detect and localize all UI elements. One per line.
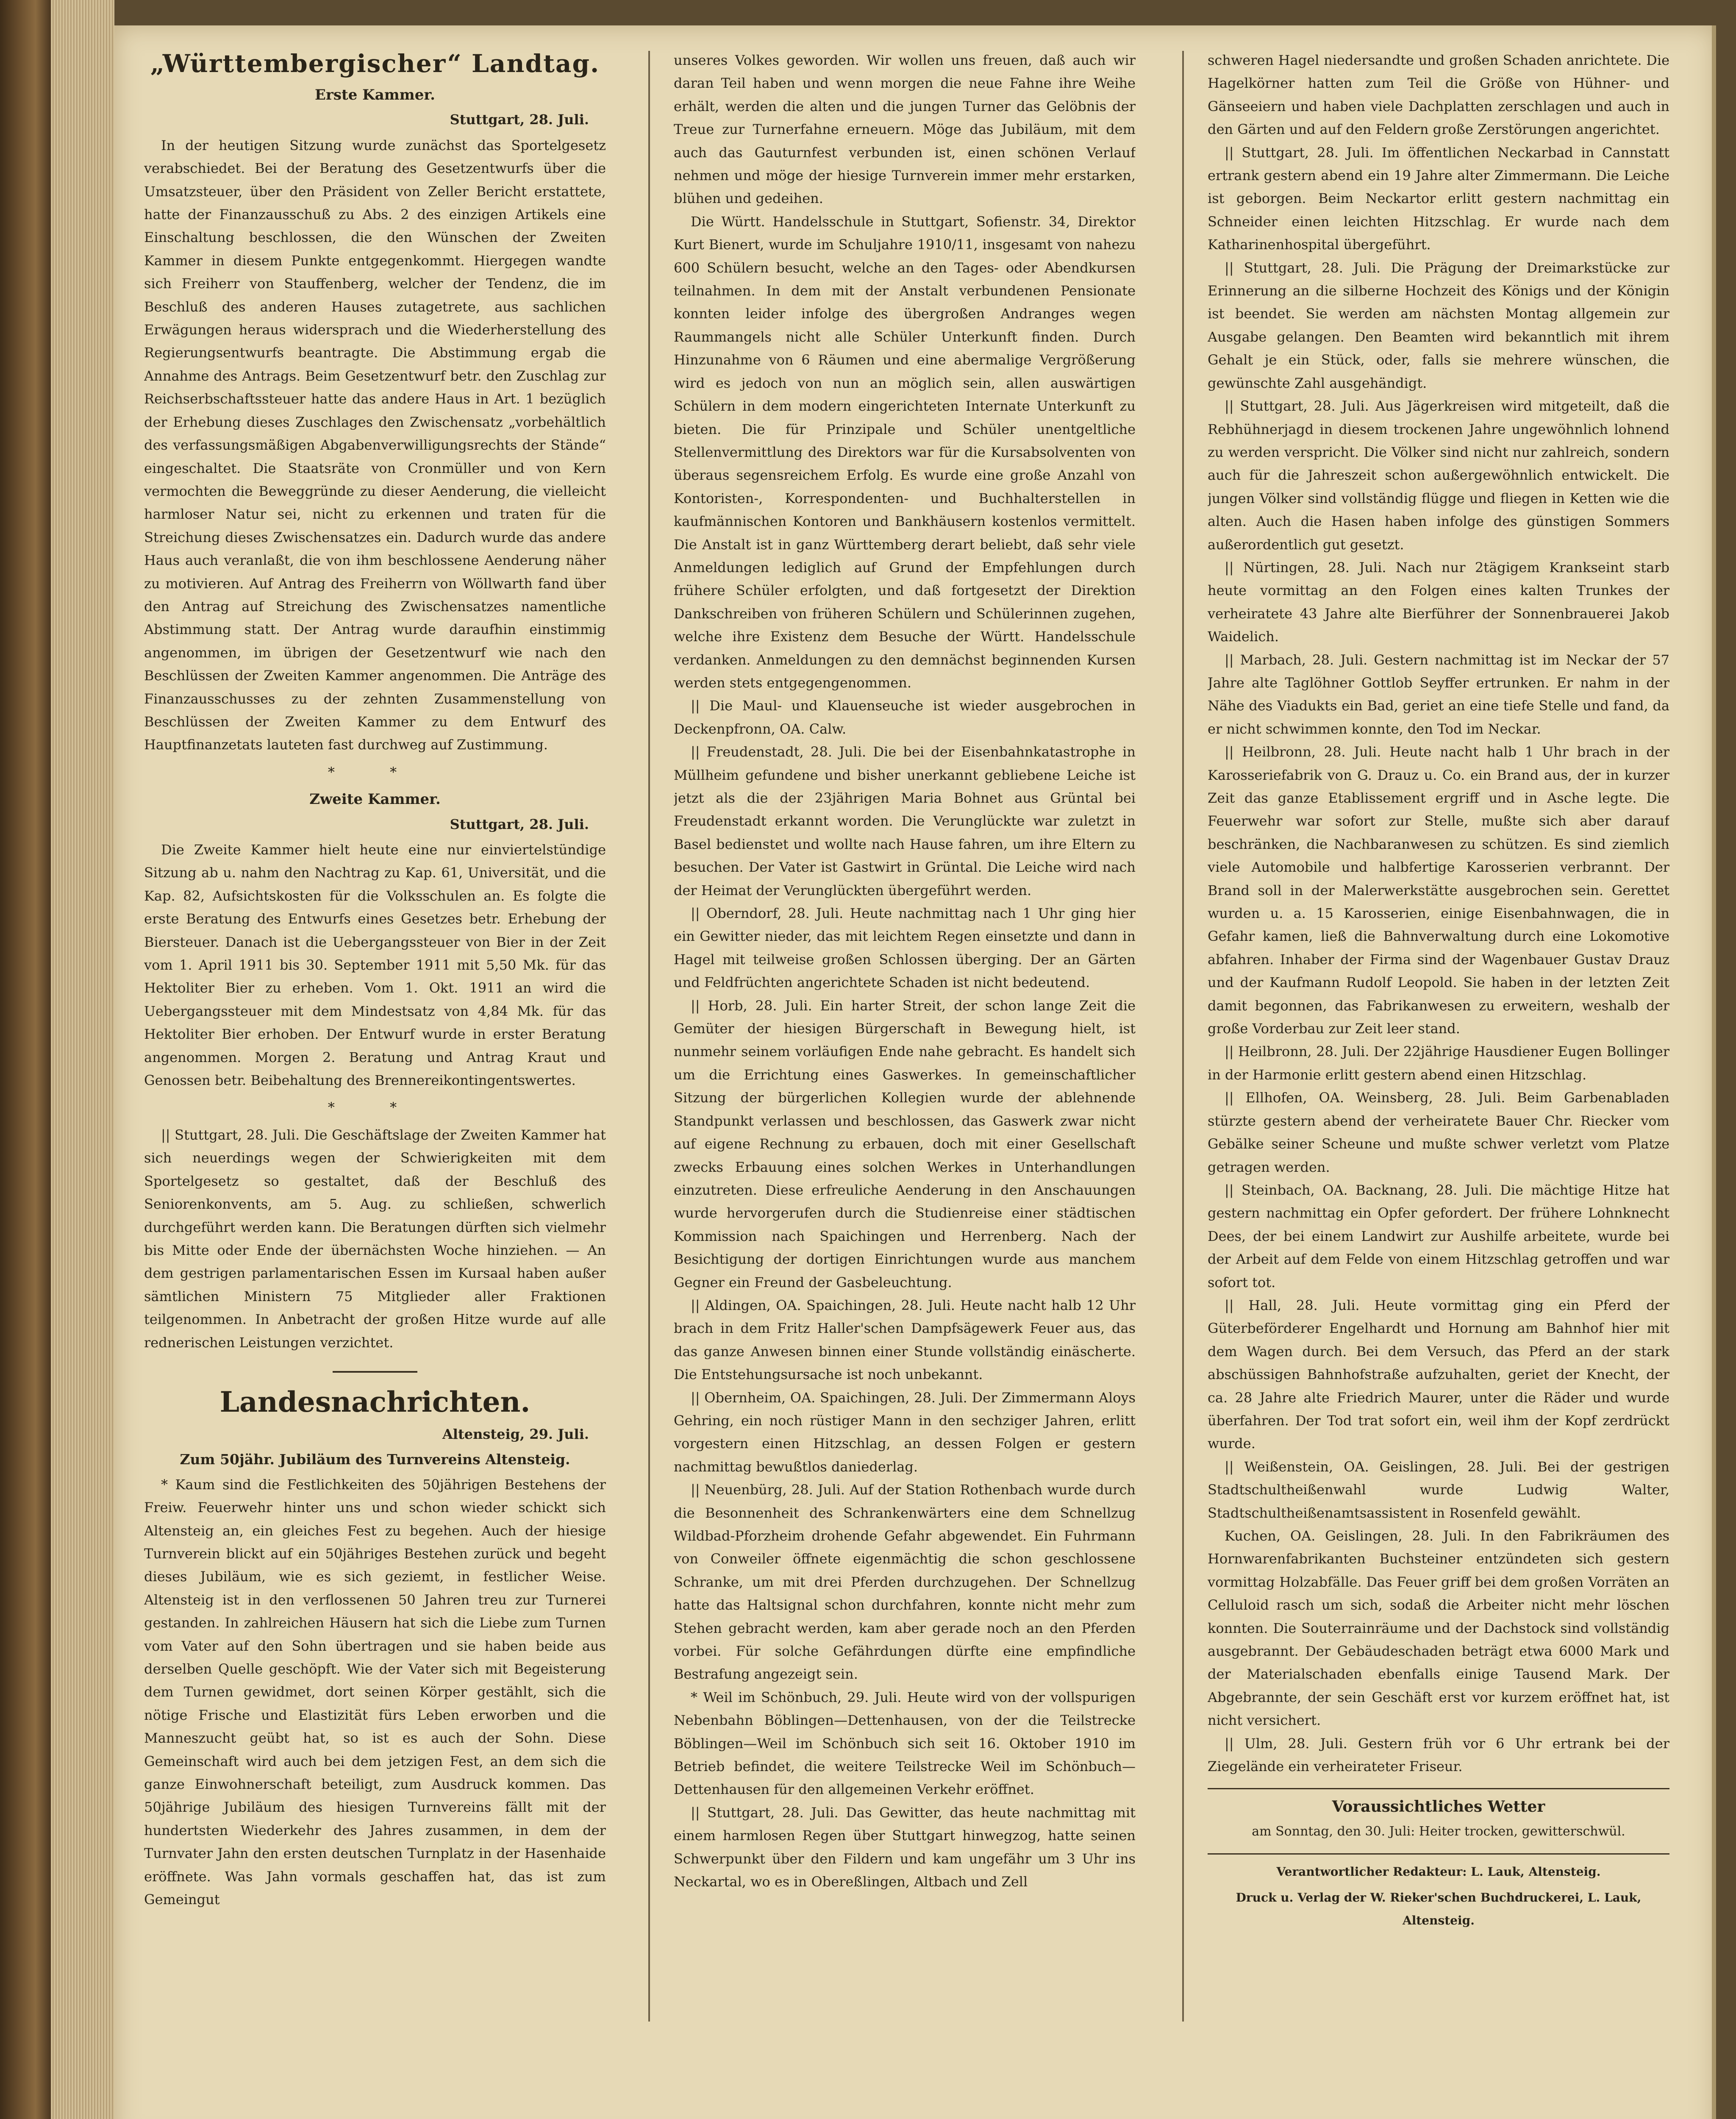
article-aldingen: || Aldingen, OA. Spaichingen, 28. Juli. Heute nacht halb 12 Uhr brach in dem Fritz Haller'schen Dampfsägewerk Feuer aus, das das ganze Anwesen binnen einer Stunde vollständig einäscherte. Die Entstehungsursache ist noch unbekannt.	[674, 1297, 1136, 1383]
article-steinbach: || Steinbach, OA. Backnang, 28. Juli. Die mächtige Hitze hat gestern nachmittag ein Opfer gefordert. Der frühere Lohnknecht Dees, der bei einem Landwirt zur Aushilfe arbeitete, wurde bei der Arbeit auf dem Felde von einem Hitzschlag getroffen und war sofort tot.	[1208, 1182, 1669, 1290]
book-binding	[0, 0, 51, 2119]
newspaper-page	[114, 25, 1716, 2119]
jubilee-subheading: Zum 50jähr. Jubiläum des Turnvereins Altensteig.	[180, 1451, 570, 1468]
masthead: „Württembergischer“ Landtag.	[150, 49, 600, 78]
article-stuttgart-neckarbad: || Stuttgart, 28. Juli. Im öffentlichen Neckarbad in Cannstatt ertrank gestern abend ein 19 Jahre alter Zimmermann. Die Leiche ist geborgen. Beim Neckartor erlitt gestern nachmittag ein Schneider einen leichten Hitzschlag. Er wurde nach dem Katharinenhospital übergeführt.	[1208, 144, 1669, 253]
second-chamber-article: Die Zweite Kammer hielt heute eine nur einviertelstündige Sitzung ab u. nahm den Nachtrag zu Kap. 61, Universität, und die Kap. 82, Aufsichtskosten für die Volksschulen an. Es folgte die erste Beratung des Entwurfs eines Gesetzes betr. Erhebung der Biersteuer. Danach ist die Uebergangssteuer von Bier in der Zeit vom 1. April 1911 bis 30. September 1911 mit 5,50 Mk. für das Hektoliter Bier zu erheben. Vom 1. Okt. 1911 an wird die Uebergangssteuer mit dem Mindestsatz von 4,84 Mk. für das Hektoliter Bier erhoben. Der Entwurf wurde in erster Beratung angenommen. Morgen 2. Beratung und Antrag Kraut und Genossen betr. Beibehaltung des Brennereikontingentswertes.	[144, 842, 606, 1089]
editor-credit: Verantwortlicher Redakteur: L. Lauk, Altensteig.	[1276, 1865, 1601, 1879]
article-stuttgart-jagd: || Stuttgart, 28. Juli. Aus Jägerkreisen wird mitgeteilt, daß die Rebhühnerjagd in diesem trockenen Jahre ungewöhnlich lohnend zu werden verspricht. Die Völker sind nicht nur zahlreich, sondern auch für die Jahreszeit schon außergewöhnlich entwickelt. Die jungen Völker sind vollständig flügge und fliegen in Ketten wie die alten. Auch die Hasen haben infolge des günstigen Sommers außerordentlich gut gesetzt.	[1208, 398, 1669, 553]
second-chamber-dateline: Stuttgart, 28. Juli.	[450, 816, 589, 832]
section-divider	[333, 1371, 417, 1373]
article-kuchen: Kuchen, OA. Geislingen, 28. Juli. In den Fabrikräumen des Hornwarenfabrikanten Buchsteiner entzündeten sich gestern vormittag Holzabfälle. Das Feuer griff bei dem großen Vorräten an Celluloid rasch um sich, sodaß die Arbeiter nicht mehr löschen konnten. Die Souterrainräume und der Dachstock sind vollständig ausgebrannt. Der Gebäudeschaden beträgt etwa 6000 Mark und der Materialschaden ebenfalls einige Tausend Mark. Der Abgebrannte, der sein Geschäft erst vor kurzem eröffnet hat, ist nicht versichert.	[1208, 1528, 1669, 1729]
article-handelsschule: Die Württ. Handelsschule in Stuttgart, Sofienstr. 34, Direktor Kurt Bienert, wurde im Schuljahre 1910/11, insgesamt von nahezu 600 Schülern besucht, welche an den Tages- oder Abendkursen teilnahmen. In dem mit der Anstalt verbundenen Pensionate konnten leider infolge des übergroßen Andranges wegen Raummangels nicht alle Schüler Unterkunft finden. Durch Hinzunahme von 6 Räumen und eine abermalige Vergrößerung wird es jedoch von nun an möglich sein, allen auswärtigen Schülern in dem modern eingerichteten Internate Unterkunft zu bieten. Die für Prinzipale und Schüler unentgeltliche Stellenvermittlung des Direktors war für die Kursabsolventen von überaus segensreichem Erfolg. Es wurde eine große Anzahl von Kontoristen-, Korrespondenten- und Buchhalterstellen in kaufmännischen Kontoren und Bankhäusern kostenlos vermittelt. Die Anstalt ist in ganz Württemberg derart beliebt, daß sehr viele Anmeldungen lediglich auf Grund der Empfehlungen durch frühere Schüler erfolgten, und daß fortgesetzt der Direktion Dankschreiben von früheren Schülern und Schülerinnen zugehen, welche ihre Existenz dem Besuche der Württ. Handelsschule verdanken. Anmeldungen zu den demnächst beginnenden Kursen werden stets entgegengenommen.	[674, 213, 1136, 691]
section-stars: * *	[328, 764, 422, 780]
landesnachrichten-dateline: Altensteig, 29. Juli.	[442, 1426, 589, 1442]
footer-rule	[1208, 1853, 1669, 1855]
article-hall: || Hall, 28. Juli. Heute vormittag ging ein Pferd der Güterbeförderer Engelhardt und Hornung am Bahnhof hier mit dem Wagen durch. Bei dem Versuch, das Pferd an der stark abschüssigen Bahnhofstraße aufzuhalten, geriet der Knecht, der ca. 28 Jahre alte Friedrich Maurer, unter die Räder und wurde überfahren. Der Tod trat sofort ein, weil ihm der Kopf zerdrückt wurde.	[1208, 1297, 1669, 1452]
article-neuenbuerg: || Neuenbürg, 28. Juli. Auf der Station Rothenbach wurde durch die Besonnenheit des Schrankenwärters eine dem Schnellzug Wildbad-Pforzheim drohende Gefahr abgewendet. Ein Fuhrmann von Conweiler öffnete eigenmächtig die schon geschlossene Schranke, um mit drei Pferden durchzugehen. Der Schnellzug hatte das Haltsignal schon durchfahren, konnte nicht mehr zum Stehen gebracht werden, kam aber gerade noch an den Pferden vorbei. Für solche Gefährdungen dürfte eine empfindliche Bestrafung angezeigt sein.	[674, 1482, 1136, 1682]
article-oberndorf: || Oberndorf, 28. Juli. Heute nachmittag nach 1 Uhr ging hier ein Gewitter nieder, das mit leichtem Regen einsetzte und dann in Hagel mit teilweise großen Schlossen überging. Der an Gärten und Feldfrüchten angerichtete Schaden ist nicht bedeutend.	[674, 905, 1136, 991]
article-weil: * Weil im Schönbuch, 29. Juli. Heute wird von der vollspurigen Nebenbahn Böblingen—Dettenhausen, von der die Teilstrecke Böblingen—Weil im Schönbuch sich seit 16. Oktober 1910 im Betrieb befindet, die weitere Teilstrecke Weil im Schönbuch—Dettenhausen für den allgemeinen Verkehr eröffnet.	[674, 1689, 1136, 1798]
article-nuertingen: || Nürtingen, 28. Juli. Nach nur 2tägigem Krankseint starb heute vormittag an den Folgen eines kalten Trunkes der verheiratete 43 Jahre alte Bierführer der Sonnenbrauerei Jakob Waidelich.	[1208, 559, 1669, 645]
landesnachrichten-heading: Landesnachrichten.	[219, 1385, 531, 1418]
article-obernheim: || Obernheim, OA. Spaichingen, 28. Juli. Der Zimmermann Aloys Gehring, ein noch rüstiger Mann in den sechziger Jahren, erlitt vorgestern einen Hitzschlag, an dessen Folgen er gestern nachmittag bewußtlos daniederlag.	[674, 1389, 1136, 1475]
weather-forecast: am Sonntag, den 30. Juli: Heiter trocken, gewitterschwül.	[1252, 1824, 1625, 1839]
article-heilbronn-hitzschlag: || Heilbronn, 28. Juli. Der 22jährige Hausdiener Eugen Bollinger in der Harmonie erlitt gestern abend einen Hitzschlag.	[1208, 1043, 1669, 1083]
footer-rule	[1208, 1788, 1669, 1789]
first-chamber-dateline: Stuttgart, 28. Juli.	[450, 111, 589, 128]
printer-credit: Druck u. Verlag der W. Rieker'schen Buchdruckerei, L. Lauk, Altensteig.	[1236, 1890, 1642, 1928]
page-edge	[1712, 25, 1716, 2119]
article-freudenstadt: || Freudenstadt, 28. Juli. Die bei der Eisenbahnkatastrophe in Müllheim gefundene und bisher unerkannt gebliebene Leiche ist jetzt als die der 23jährigen Maria Bohnet aus Grüntal bei Freudenstadt erkannt worden. Die Verunglückte war zuletzt in Basel bedienstet und wollte nach Hause fahren, um ihre Eltern zu besuchen. Der Vater ist Gastwirt in Grüntal. Die Leiche wird nach der Heimat der Verunglückten übergeführt werden.	[674, 744, 1136, 898]
article-stuttgart-business: || Stuttgart, 28. Juli. Die Geschäftslage der Zweiten Kammer hat sich neuerdings wegen der Schwierigkeiten mit dem Sportelgesetz so gestaltet, daß der Beschluß des Seniorenkonvents, am 5. Aug. zu schließen, schwerlich durchgeführt werden kann. Die Beratungen dürften sich vielmehr bis Mitte oder Ende der übernächsten Woche hinziehen. — An dem gestrigen parlamentarischen Essen im Kursaal haben außer sämtlichen Ministern 75 Mitglieder aller Fraktionen teilgenommen. In Anbetracht der großen Hitze wurde auf alle rednerischen Leistungen verzichtet.	[144, 1126, 606, 1351]
article-ellhofen: || Ellhofen, OA. Weinsberg, 28. Juli. Beim Garbenabladen stürzte gestern abend der verheiratete Bauer Chr. Riecker vom Gebälke seiner Scheune und mußte schwer verletzt vom Platze getragen werden.	[1208, 1090, 1669, 1175]
article-weissenstein: || Weißenstein, OA. Geislingen, 28. Juli. Bei der gestrigen Stadtschultheißenwahl wurde Ludwig Walter, Stadtschultheißenamtsassistent in Rosenfeld gewählt.	[1208, 1458, 1669, 1521]
weather-heading: Voraussichtliches Wetter	[1332, 1798, 1545, 1816]
article-horb: || Horb, 28. Juli. Ein harter Streit, der schon lange Zeit die Gemüter der hiesigen Bürgerschaft in Bewegung hielt, ist nunmehr seinem vorläufigen Ende nahe gebracht. Es handelt sich um die Errichtung eines Gaswerkes. In gemeinschaftlicher Sitzung der bürgerlichen Kollegien wurde der ablehnende Standpunkt verlassen und beschlossen, das Gaswerk zwar nicht auf eigene Rechnung zu erbauen, doch mit einer Gesellschaft zwecks Erbauung eines solchen Werkes in Unterhandlungen einzutreten. Diese erfreuliche Aenderung in den Anschauungen wurde hervorgerufen durch die Studienreise einer städtischen Kommission nach Spaichingen und Herrenberg. Nach der Besichtigung der dortigen Einrichtungen wurde aus manchem Gegner ein Freund der Gasbeleuchtung.	[674, 997, 1136, 1290]
column-3	[1208, 49, 1669, 2019]
jubilee-article: * Kaum sind die Festlichkeiten des 50jährigen Bestehens der Freiw. Feuerwehr hinter uns und schon wieder schickt sich Altensteig an, ein gleiches Fest zu begehen. Auch der hiesige Turnverein blickt auf ein 50jähriges Bestehen zurück und begeht dieses Jubiläum, wie es sich geziemt, in festlicher Weise. Altensteig ist in den verflossenen 50 Jahren treu zur Turnerei gestanden. In zahlreichen Häusern hat sich die Liebe zum Turnen vom Vater auf den Sohn übertragen und sie haben beide aus derselben Quelle geschöpft. Wie der Vater sich mit Begeisterung dem Turnen gewidmet, dort seinen Körper gestählt, sich die nötige Frische und Elastizität fürs Leben erworben und die Manneszucht geübt hat, so ist es auch der Sohn. Diese Gemeinschaft wird auch bei dem jetzigen Fest, an dem sich die ganze Einwohnerschaft beteiligt, zum Ausdruck kommen. Das 50jährige Jubiläum des hiesigen Turnvereins fällt mit der hundertsten Wiederkehr des Jahres zusammen, in dem der Turnvater Jahn den ersten deutschen Turnplatz in der Hasenhaide eröffnete. Was Jahn vormals geschaffen hat, das ist zum Gemeingut	[144, 1476, 606, 1908]
column-1	[144, 49, 606, 2019]
first-chamber-article: In der heutigen Sitzung wurde zunächst das Sportelgesetz verabschiedet. Bei der Beratung des Gesetzentwurfs über die Umsatzsteuer, über den Präsident von Zeller Bericht erstattete, hatte der Finanzausschuß zu Abs. 2 des einzigen Artikels eine Einschaltung beschlossen, die den Wünschen der Zweiten Kammer in diesem Punkte entgegenkommt. Hiergegen wandte sich Freiherr von Stauffenberg, welcher der Tendenz, die im Beschluß des anderen Hauses zutagetrete, aus sachlichen Erwägungen heraus widersprach und die Wiederherstellung des Regierungsentwurfs beantragte. Die Abstimmung ergab die Annahme des Antrags. Beim Gesetzentwurf betr. den Zuschlag zur Reichserbschaftssteuer hatte das andere Haus in Art. 1 bezüglich der Erhebung dieses Zuschlages den Zwischensatz „vorbehältlich des verfassungsmäßigen Abgabenverwilligungsrechts der Stände“ eingeschaltet. Die Staatsräte von Cronmüller und von Kern vermochten die Beweggründe zu dieser Aenderung, die vielleicht harmloser Natur sei, nicht zu erkennen und traten für die Streichung dieses Zwischensatzes ein. Dadurch wurde das andere Haus auch veranlaßt, die von ihm beschlossene Aenderung näher zu motivieren. Auf Antrag des Freiherrn von Wöllwarth fand über den Antrag auf Streichung des Zwischensatzes namentliche Abstimmung statt. Der Antrag wurde daraufhin einstimmig angenommen, im übrigen der Gesetzentwurf wie nach den Beschlüssen der Zweiten Kammer angenommen. Die Anträge des Finanzausschusses zu der zehnten Zusammenstellung von Beschlüssen der Zweiten Kammer zu dem Entwurf des Hauptfinanzetats lauteten fast durchweg auf Zustimmung.	[144, 137, 606, 753]
article-seuche: || Die Maul- und Klauenseuche ist wieder ausgebrochen in Deckenpfronn, OA. Calw.	[674, 698, 1136, 737]
second-chamber-heading: Zweite Kammer.	[309, 791, 441, 808]
article-ulm: || Ulm, 28. Juli. Gestern früh vor 6 Uhr ertrank bei der Ziegelände ein verheirateter Friseur.	[1208, 1735, 1669, 1775]
article-stuttgart-gewitter: || Stuttgart, 28. Juli. Das Gewitter, das heute nachmittag mit einem harmlosen Regen über Stuttgart hinwegzog, hatte seinen Schwerpunkt über den Fildern und kam ungefähr um 3 Uhr ins Neckartal, wo es in Obereßlingen, Altbach und Zell	[674, 1804, 1136, 1890]
section-stars: * *	[328, 1099, 422, 1116]
article-heilbronn-brand: || Heilbronn, 28. Juli. Heute nacht halb 1 Uhr brach in der Karosseriefabrik von G. Drauz u. Co. ein Brand aus, der in kurzer Zeit das ganze Etablissement ergriff und in Asche legte. Die Feuerwehr war sofort zur Stelle, mußte sich aber darauf beschränken, die Nachbaranwesen zu schützen. Es sind ziemlich viele Automobile und halbfertige Karosserien verbrannt. Der Brand soll in der Malerwerkstätte ausgebrochen sein. Gerettet wurden u. a. 15 Karosserien, einige Eisenbahnwagen, die in Gefahr kamen, ließ die Bahnverwaltung durch eine Lokomotive abfahren. Inhaber der Firma sind der Wagenbauer Gustav Drauz und der Kaufmann Rudolf Leopold. Sie haben in der letzten Zeit damit begonnen, das Fabrikanwesen zu erweitern, weshalb der große Vorderbau zur Zeit leer stand.	[1208, 744, 1669, 1037]
article-marbach: || Marbach, 28. Juli. Gestern nachmittag ist im Neckar der 57 Jahre alte Taglöhner Gottlob Seyffer ertrunken. Er nahm in der Nähe des Viadukts ein Bad, geriet an eine tiefe Stelle und fand, da er nicht schwimmen konnte, den Tod im Neckar.	[1208, 651, 1669, 737]
page-stack-edges	[51, 0, 114, 2119]
gewitter-article-continued: schweren Hagel niedersandte und großen Schaden anrichtete. Die Hagelkörner hatten zum Teil die Größe von Hühner- und Gänseeiern und haben viele Dachplatten zerschlagen und auch in den Gärten und auf den Feldern große Zerstörungen angerichtet.	[1208, 52, 1669, 138]
article-stuttgart-dreimark: || Stuttgart, 28. Juli. Die Prägung der Dreimarkstücke zur Erinnerung an die silberne Hochzeit des Königs und der Königin ist beendet. Sie werden am nächsten Montag allgemein zur Ausgabe gelangen. Den Beamten wird bekanntlich mit ihrem Gehalt je ein Stück, oder, falls sie mehrere wünschen, die gewünschte Zahl ausgehändigt.	[1208, 259, 1669, 391]
jubilee-article-continued: unseres Volkes geworden. Wir wollen uns freuen, daß auch wir daran Teil haben und wenn morgen die neue Fahne ihre Weihe erhält, werden die alten und die jungen Turner das Gelöbnis der Treue zur Turnerfahne erneuern. Möge das Jubiläum, mit dem auch das Gauturnfest verbunden ist, einen schönen Verlauf nehmen und möge der hiesige Turnverein immer mehr erstarken, blühen und gedeihen.	[674, 52, 1136, 207]
column-2	[674, 49, 1136, 2019]
column-rule	[1182, 51, 1184, 2022]
column-rule	[648, 51, 650, 2022]
first-chamber-heading: Erste Kammer.	[315, 86, 435, 103]
